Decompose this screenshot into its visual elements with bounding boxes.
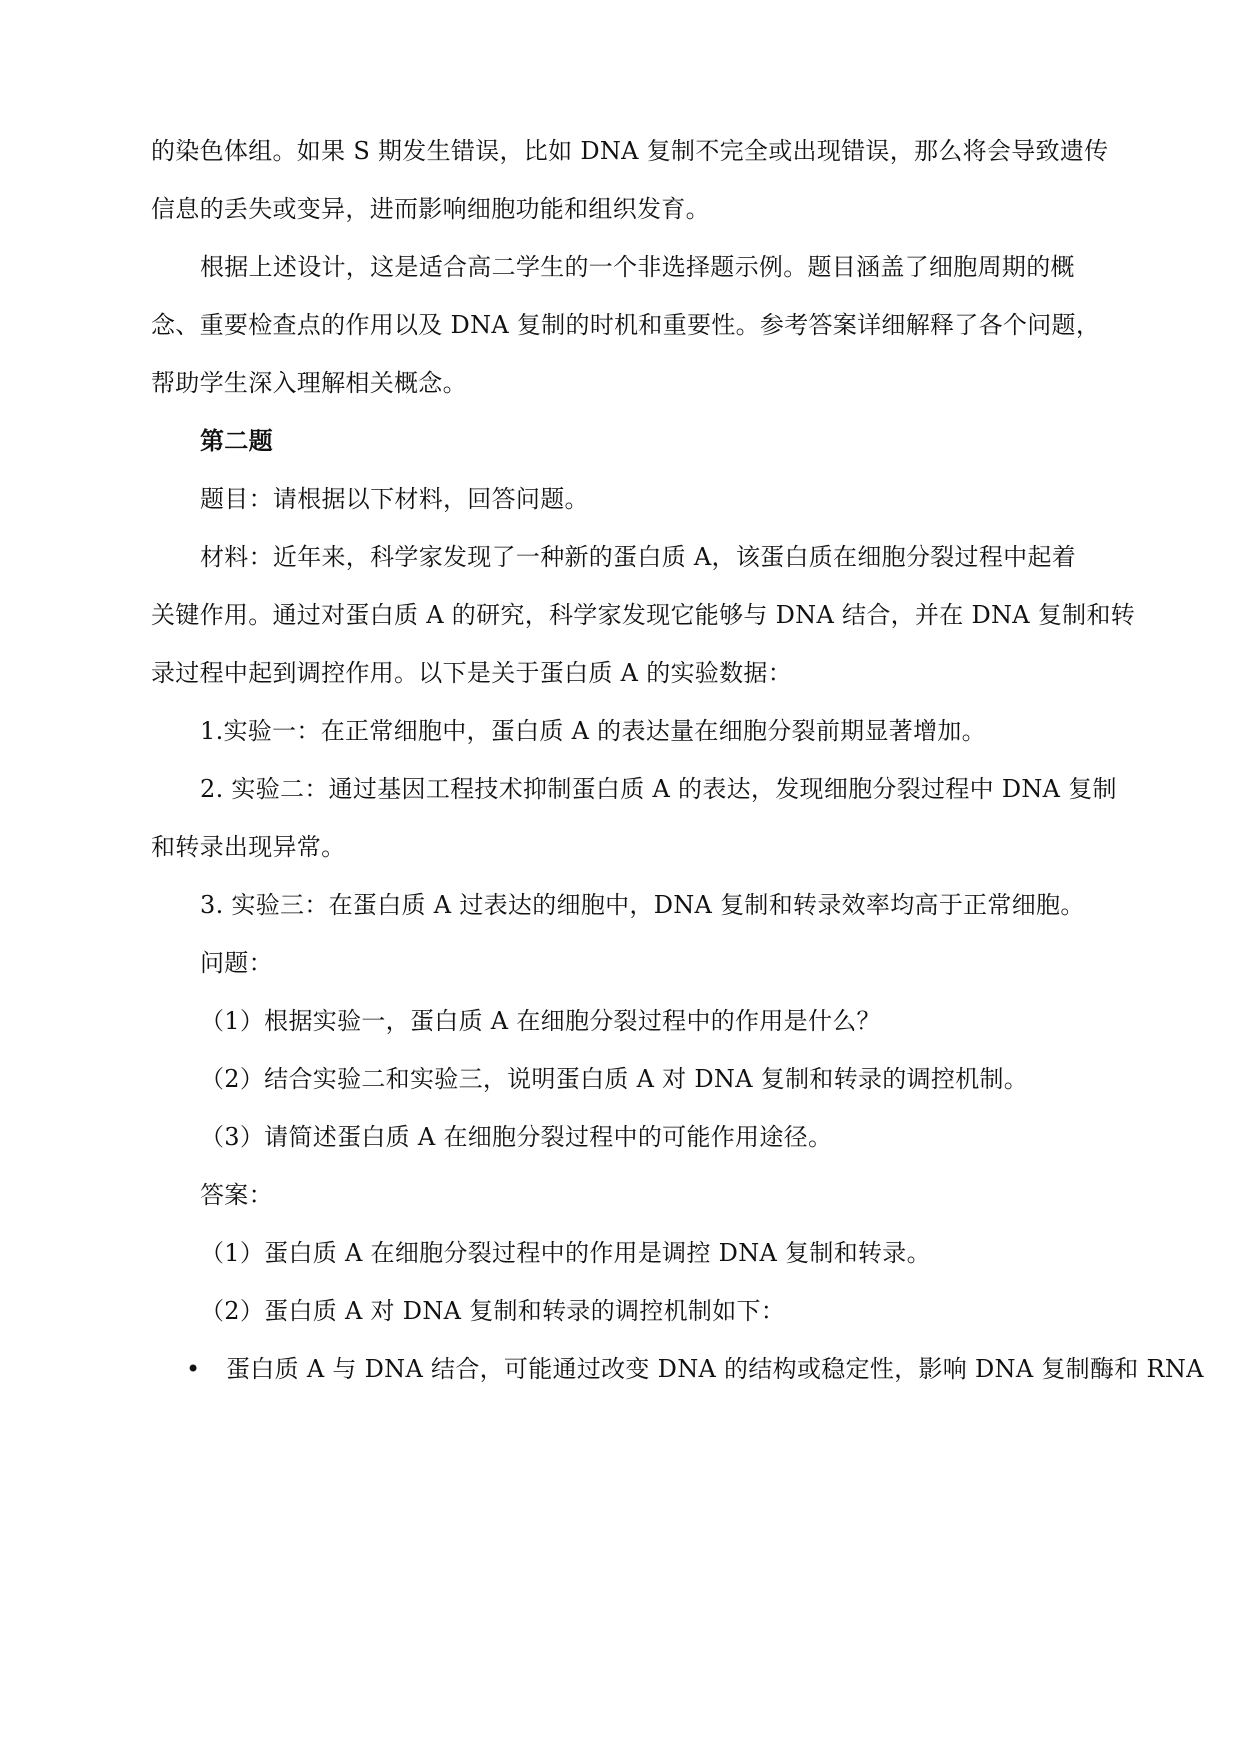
material-line-2: 关键作用。通过对蛋白质 A 的研究，科学家发现它能够与 DNA 结合，并在 DNA 复制和转 (151, 601, 1136, 629)
answer-2: （2）蛋白质 A 对 DNA 复制和转录的调控机制如下： (200, 1297, 786, 1325)
answer-1: （1）蛋白质 A 在细胞分裂过程中的作用是调控 DNA 复制和转录。 (200, 1239, 931, 1267)
answers-label: 答案： (200, 1181, 273, 1209)
experiment-3: 3. 实验三：在蛋白质 A 过表达的细胞中，DNA 复制和转录效率均高于正常细胞。 (200, 891, 1085, 919)
bullet-dot-icon: • (186, 1355, 201, 1383)
bullet-item-1: 蛋白质 A 与 DNA 结合，可能通过改变 DNA 的结构或稳定性，影响 DNA 复制酶和 RNA (226, 1355, 1204, 1383)
intro-paragraph-1-line-2: 信息的丢失或变异，进而影响细胞功能和组织发育。 (151, 195, 710, 223)
question-intro: 题目：请根据以下材料，回答问题。 (200, 485, 589, 513)
experiment-2-line-2: 和转录出现异常。 (151, 833, 346, 861)
intro-paragraph-2-line-3: 帮助学生深入理解相关概念。 (151, 369, 467, 397)
experiment-2-line-1: 2. 实验二：通过基因工程技术抑制蛋白质 A 的表达，发现细胞分裂过程中 DNA 复制 (200, 775, 1117, 803)
material-line-3: 录过程中起到调控作用。以下是关于蛋白质 A 的实验数据： (151, 659, 792, 687)
section-title: 第二题 (200, 426, 273, 455)
intro-paragraph-2-line-1: 根据上述设计，这是适合高二学生的一个非选择题示例。题目涵盖了细胞周期的概 (200, 253, 1075, 281)
question-1: （1）根据实验一，蛋白质 A 在细胞分裂过程中的作用是什么？ (200, 1007, 881, 1035)
questions-label: 问题： (200, 949, 273, 977)
question-3: （3）请简述蛋白质 A 在细胞分裂过程中的可能作用途径。 (200, 1123, 833, 1151)
intro-paragraph-2-line-2: 念、重要检查点的作用以及 DNA 复制的时机和重要性。参考答案详细解释了各个问题， (151, 311, 1101, 339)
experiment-1: 1.实验一：在正常细胞中，蛋白质 A 的表达量在细胞分裂前期显著增加。 (200, 717, 986, 745)
material-line-1: 材料：近年来，科学家发现了一种新的蛋白质 A，该蛋白质在细胞分裂过程中起着 (200, 543, 1077, 571)
question-2: （2）结合实验二和实验三，说明蛋白质 A 对 DNA 复制和转录的调控机制。 (200, 1065, 1029, 1093)
intro-paragraph-1-line-1: 的染色体组。如果 S 期发生错误，比如 DNA 复制不完全或出现错误，那么将会导致遗传 (151, 137, 1109, 165)
